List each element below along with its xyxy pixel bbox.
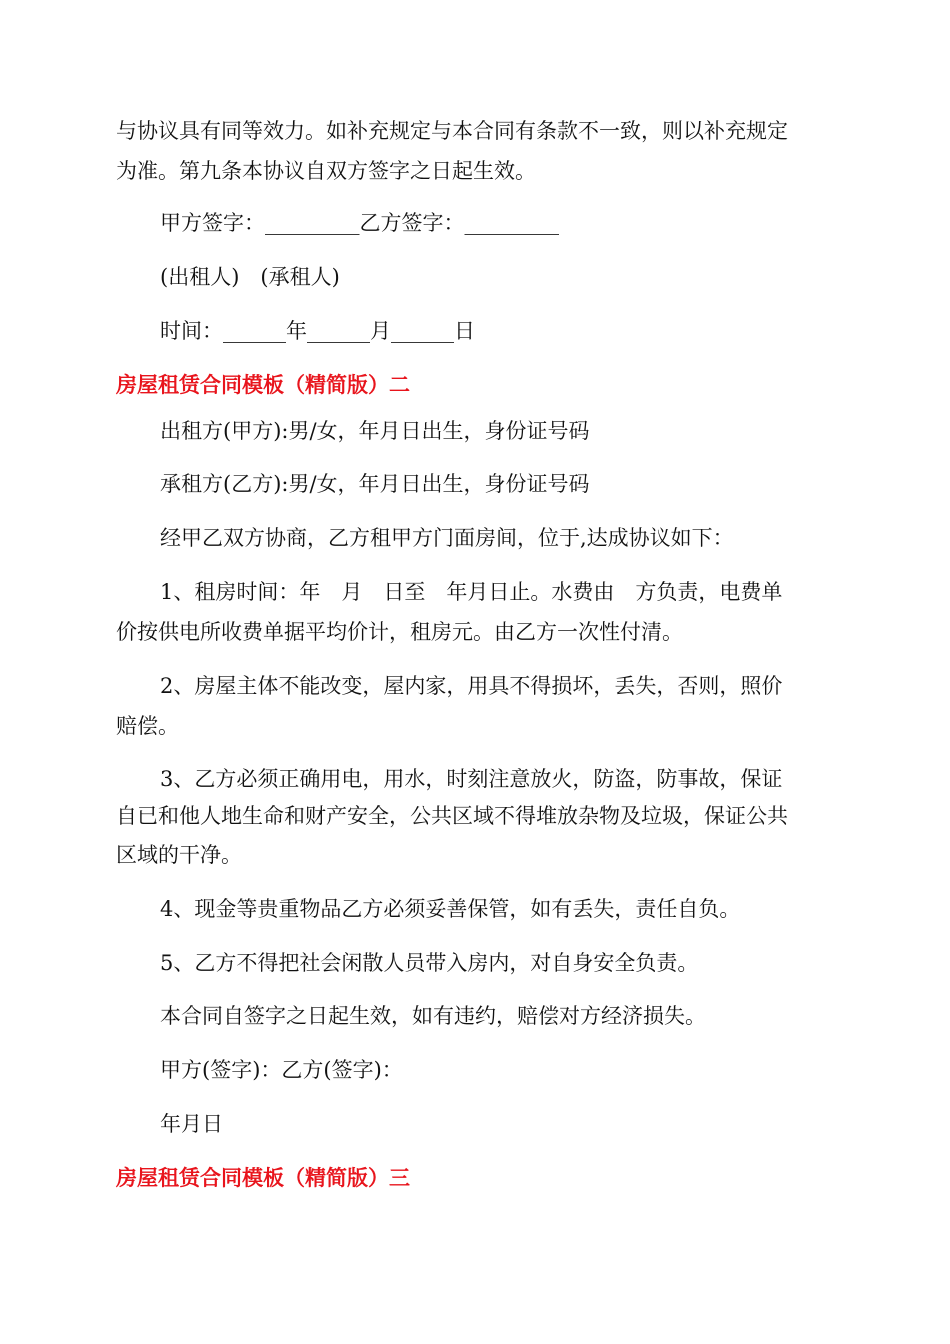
clause-2-line: 赔偿。	[116, 714, 179, 738]
lessee-line: 承租方(乙方):男/女，年月日出生，身份证号码	[160, 472, 590, 496]
effective-clause-line: 本合同自签字之日起生效，如有违约，赔偿对方经济损失。	[160, 1004, 706, 1028]
signature-line: 甲方(签字)：乙方(签字)：	[160, 1058, 403, 1082]
paragraph-line: 为准。第九条本协议自双方签字之日起生效。	[116, 159, 536, 183]
section-heading-2: 房屋租赁合同模板（精简版）二	[116, 373, 410, 397]
lessor-line: 出租方(甲方):男/女，年月日出生，身份证号码	[160, 419, 590, 443]
clause-1-line: 1、租房时间：年 月 日至 年月日止。水费由 方负责，电费单	[160, 580, 783, 604]
date-line: 年月日	[160, 1112, 223, 1136]
date-line: 时间：______年______月______日	[160, 319, 475, 343]
agreement-intro-line: 经甲乙双方协商，乙方租甲方门面房间，位于,达成协议如下：	[160, 526, 734, 550]
clause-1-line: 价按供电所收费单据平均价计，租房元。由乙方一次性付清。	[116, 620, 683, 644]
clause-3-line: 自已和他人地生命和财产安全，公共区域不得堆放杂物及垃圾，保证公共	[116, 804, 788, 828]
paragraph-line: 与协议具有同等效力。如补充规定与本合同有条款不一致，则以补充规定	[116, 119, 788, 143]
party-role-line: (出租人) (承租人)	[160, 265, 340, 289]
clause-3-line: 区域的干净。	[116, 843, 242, 867]
clause-2-line: 2、房屋主体不能改变，屋内家，用具不得损坏，丢失，否则，照价	[160, 674, 783, 698]
signature-line: 甲方签字：_________乙方签字：_________	[160, 211, 559, 235]
section-heading-3: 房屋租赁合同模板（精简版）三	[116, 1166, 410, 1190]
clause-5-line: 5、乙方不得把社会闲散人员带入房内，对自身安全负责。	[160, 951, 699, 975]
clause-4-line: 4、现金等贵重物品乙方必须妥善保管，如有丢失，责任自负。	[160, 897, 741, 921]
clause-3-line: 3、乙方必须正确用电，用水，时刻注意放火，防盗，防事故，保证	[160, 767, 783, 791]
